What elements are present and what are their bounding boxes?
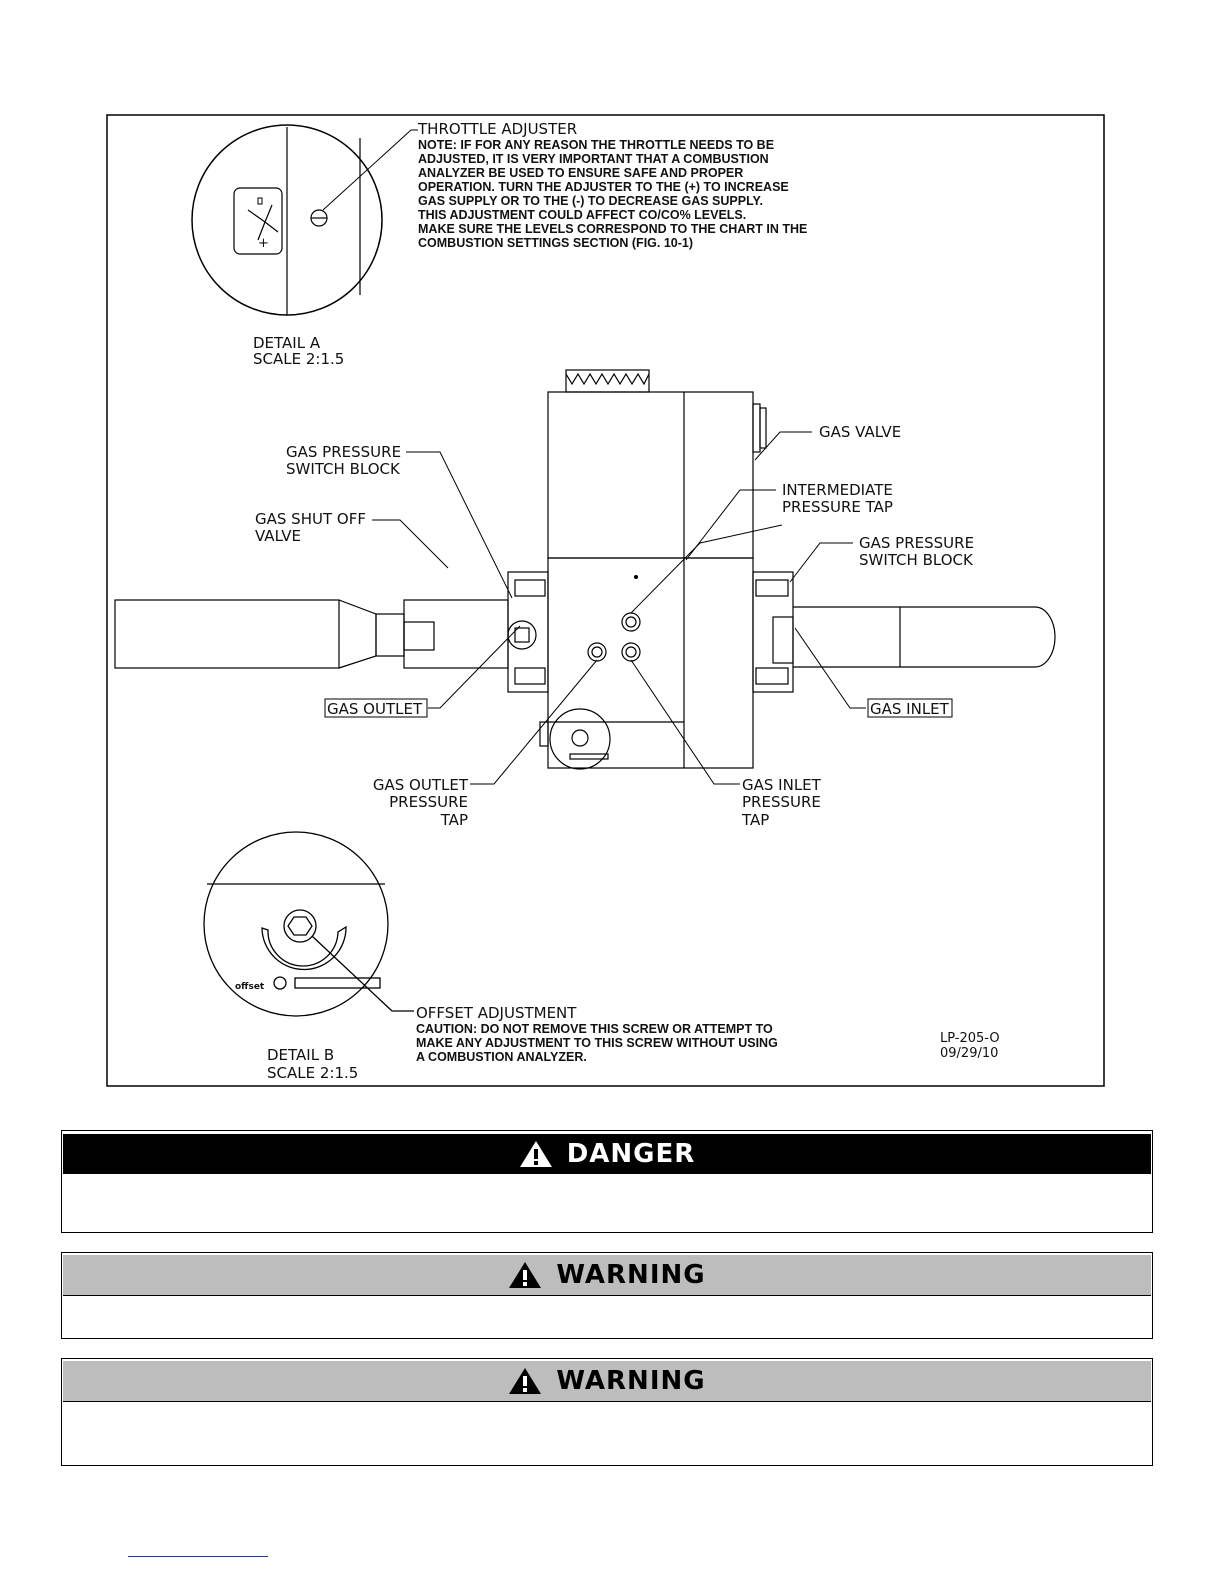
warning-triangle-icon <box>508 1261 542 1289</box>
warning-header-2 <box>63 1361 1151 1402</box>
danger-header <box>63 1134 1151 1174</box>
warning-box-2 <box>61 1358 1153 1466</box>
throttle-note-line: ADJUSTED, IT IS VERY IMPORTANT THAT A COMBUSTION <box>418 152 769 166</box>
offset-caution-line: A COMBUSTION ANALYZER. <box>416 1050 587 1064</box>
warning-triangle-icon <box>508 1367 542 1395</box>
gas-shut-off-label-2: VALVE <box>255 527 302 545</box>
offset-marking: offset <box>235 982 265 992</box>
gas-shut-off-label: GAS SHUT OFF <box>255 510 366 528</box>
danger-box <box>61 1130 1153 1233</box>
footer-link-underline[interactable] <box>128 1556 268 1557</box>
intermediate-tap-label-2: PRESSURE TAP <box>782 498 893 516</box>
offset-caution-line: MAKE ANY ADJUSTMENT TO THIS SCREW WITHOUT USING <box>416 1036 778 1050</box>
gas-inlet-label: GAS INLET <box>870 700 949 718</box>
gas-valve-label: GAS VALVE <box>819 423 902 441</box>
throttle-note-line: GAS SUPPLY OR TO THE (-) TO DECREASE GAS SUPPLY. <box>418 194 763 208</box>
inlet-tap-label-2: PRESSURE <box>742 793 821 811</box>
throttle-note-line: OPERATION. TURN THE ADJUSTER TO THE (+) TO INCREASE <box>418 180 789 194</box>
gas-pressure-switch-right-2: SWITCH BLOCK <box>859 551 973 569</box>
warning-box-1 <box>61 1252 1153 1339</box>
throttle-adjuster-title: THROTTLE ADJUSTER <box>418 120 578 138</box>
detail-a-scale: SCALE 2:1.5 <box>253 350 345 368</box>
throttle-note-line: THIS ADJUSTMENT COULD AFFECT CO/CO% LEVELS. <box>418 208 747 222</box>
gas-pressure-switch-left-2: SWITCH BLOCK <box>286 460 400 478</box>
throttle-note-line: MAKE SURE THE LEVELS CORRESPOND TO THE CHART IN THE <box>418 222 808 236</box>
warning-title-2: WARNING <box>556 1366 706 1396</box>
warning-triangle-icon <box>519 1140 553 1168</box>
drawing-number: LP-205-O <box>940 1031 1000 1046</box>
detail-b-scale: SCALE 2:1.5 <box>267 1064 359 1082</box>
danger-title: DANGER <box>566 1139 696 1169</box>
warning-title-1: WARNING <box>556 1260 706 1290</box>
outlet-tap-label-3: TAP <box>440 811 468 829</box>
gas-pressure-switch-right: GAS PRESSURE <box>859 534 975 552</box>
outlet-tap-label: GAS OUTLET <box>372 776 468 794</box>
throttle-note-line: ANALYZER BE USED TO ENSURE SAFE AND PROPER <box>418 166 744 180</box>
svg-text:+: + <box>258 236 269 251</box>
gas-pressure-switch-left: GAS PRESSURE <box>286 443 402 461</box>
offset-caution-line: CAUTION: DO NOT REMOVE THIS SCREW OR ATTEMPT TO <box>416 1022 773 1036</box>
gas-outlet-label: GAS OUTLET <box>327 700 423 718</box>
warning-header-1 <box>63 1255 1151 1296</box>
detail-a-label: DETAIL A <box>253 334 321 352</box>
outlet-tap-label-2: PRESSURE <box>389 793 468 811</box>
inlet-tap-label-3: TAP <box>742 811 770 829</box>
throttle-note-line: NOTE: IF FOR ANY REASON THE THROTTLE NEEDS TO BE <box>418 138 775 152</box>
throttle-note-line: COMBUSTION SETTINGS SECTION (FIG. 10-1) <box>418 236 694 250</box>
detail-a-view <box>192 125 418 315</box>
offset-adjustment-title: OFFSET ADJUSTMENT <box>416 1004 577 1022</box>
inlet-tap-label: GAS INLET <box>742 776 821 794</box>
detail-b-label: DETAIL B <box>267 1046 335 1064</box>
drawing-date: 09/29/10 <box>940 1046 999 1061</box>
intermediate-tap-label: INTERMEDIATE <box>782 481 893 499</box>
